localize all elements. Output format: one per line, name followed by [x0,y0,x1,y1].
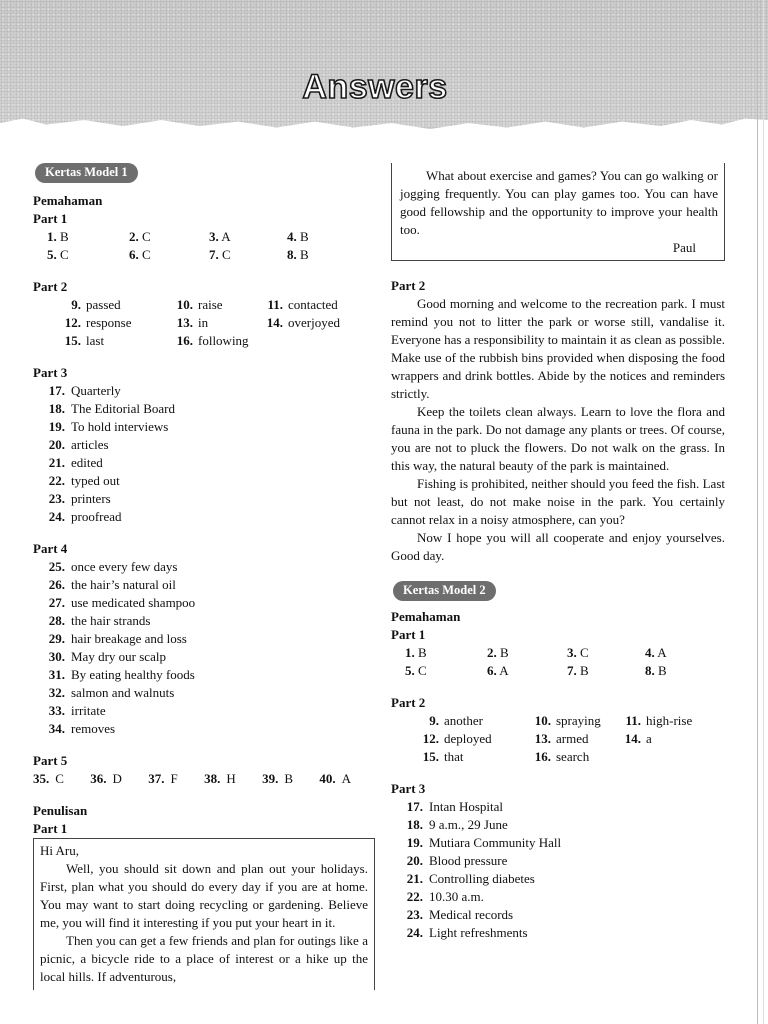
model1-part5-answers: 35. C 36. D 37. F 38. H 39. B 40. A [33,771,351,786]
answer-row: 15. last 16. following [64,333,249,348]
speech-text [391,295,725,565]
list-item: 32. salmon and walnuts [48,685,175,700]
model1-penulisan-heading: Penulisan [33,803,88,818]
model1-part4-heading: Part 4 [33,541,68,556]
right-column [391,163,725,942]
answer-row: 5. C 6. A 7. B 8. B [405,663,667,678]
list-item: 29. hair breakage and loss [48,631,187,646]
model2-part2-answers [391,712,721,766]
model1-part1-heading: Part 1 [33,211,68,226]
list-item: 19. To hold interviews [48,419,169,434]
list-item: 20. Blood pressure [406,853,508,868]
page-edge [763,0,764,1024]
answer-row: 12. deployed 13. armed 14. a [422,731,652,746]
model1-part2-answers [33,296,363,350]
model1-part4-answers [33,558,363,738]
list-item: 24. Light refreshments [406,925,528,940]
answer-row: 1. B 2. C 3. A 4. B [47,229,309,244]
model2-badge: Kertas Model 2 [393,581,496,601]
list-item: 20. articles [48,437,109,452]
model1-part2-heading: Part 2 [33,279,68,294]
answer-row: 12. response 13. in 14. overjoyed [64,315,340,330]
speech-paragraph: Now I hope you will all cooperate and enjoy yourselves. Good day. [391,530,725,563]
answer-row: 15. that 16. search [422,749,590,764]
list-item: 34. removes [48,721,116,736]
model1-part3-heading: Part 3 [33,365,68,380]
speech-paragraph: Fishing is prohibited, neither should you feed the fish. Last but not least, do not make noise in the park. You certainly cannot relax in a noisy atmosphere, can you? [391,476,725,527]
speech-paragraph: Good morning and welcome to the recreation park. I must remind you not to litter the park or worse still, vandalise it. Everyone has a responsibility to maintain it as clean as possible. Make use of the rubbish bins provided when disposing the food wrappers and drink bottles. Abide by the notices and reminders strictly. [391,296,725,401]
list-item: 21. Controlling diabetes [406,871,535,886]
list-item: 25. once every few days [48,559,178,574]
letter-greeting: Hi Aru, [40,843,79,858]
list-item: 17. Intan Hospital [406,799,504,814]
list-item: 23. printers [48,491,111,506]
model2-part1-heading: Part 1 [391,627,426,642]
model1-part3-answers [33,382,363,526]
list-item: 22. 10.30 a.m. [406,889,484,904]
model2-pemahaman-heading: Pemahaman [391,609,461,624]
list-item: 26. the hair’s natural oil [48,577,176,592]
answer-row: 9. another 10. spraying 11. high-rise [429,713,693,728]
model1-badge: Kertas Model 1 [35,163,138,183]
list-item: 27. use medicated shampoo [48,595,196,610]
page-title: Answers [302,68,448,106]
list-item: 21. edited [48,455,103,470]
list-item: 23. Medical records [406,907,514,922]
list-item: 24. proofread [48,509,122,524]
model1-penulisan-part2-heading: Part 2 [391,278,426,293]
answer-row: 9. passed 10. raise 11. contacted [71,297,338,312]
list-item: 19. Mutiara Community Hall [406,835,562,850]
model2-part1-answers [391,644,721,680]
list-item: 31. By eating healthy foods [48,667,195,682]
left-column [33,163,368,990]
speech-paragraph: Keep the toilets clean always. Learn to love the flora and fauna in the park. Do not damage any plants or trees. Of course, you are not to pluck the flowers. Do not walk on the grass. In this way, the natural beauty of the park is maintained. [391,404,725,473]
list-item: 18. The Editorial Board [48,401,175,416]
list-item: 17. Quarterly [48,383,121,398]
model1-part1-answers [33,228,363,264]
letter-paragraph: Then you can get a few friends and plan for outings like a picnic, a bicycle ride to a place of interest or a hike up the local hills. If adventurous, [40,933,368,984]
letter-paragraph: What about exercise and games? You can go walking or jogging frequently. You can play games too. You can have good fellowship and the opportunity to improve your health too. [400,168,718,237]
answer-row: 1. B 2. B 3. C 4. A [405,645,667,660]
model2-part2-heading: Part 2 [391,695,426,710]
answer-row: 5. C 6. C 7. C 8. B [47,247,309,262]
letter-box-continued [391,163,725,261]
list-item: 22. typed out [48,473,120,488]
model1-penulisan-part1-heading: Part 1 [33,821,68,836]
model1-pemahaman-heading: Pemahaman [33,193,103,208]
model2-part3-answers [391,798,721,942]
letter-signature: Paul [672,240,696,255]
list-item: 18. 9 a.m., 29 June [406,817,508,832]
list-item: 33. irritate [48,703,106,718]
letter-box [33,838,375,990]
page-edge [757,0,758,1024]
letter-paragraph: Well, you should sit down and plan out your holidays. First, plan what you should do every day if you are at home. You may want to start doing recycling or gardening. Believe me, you will find it interesting if you put your heart in it. [40,861,368,930]
model1-part5-heading: Part 5 [33,753,68,768]
model2-part3-heading: Part 3 [391,781,426,796]
list-item: 30. May dry our scalp [48,649,166,664]
list-item: 28. the hair strands [48,613,151,628]
